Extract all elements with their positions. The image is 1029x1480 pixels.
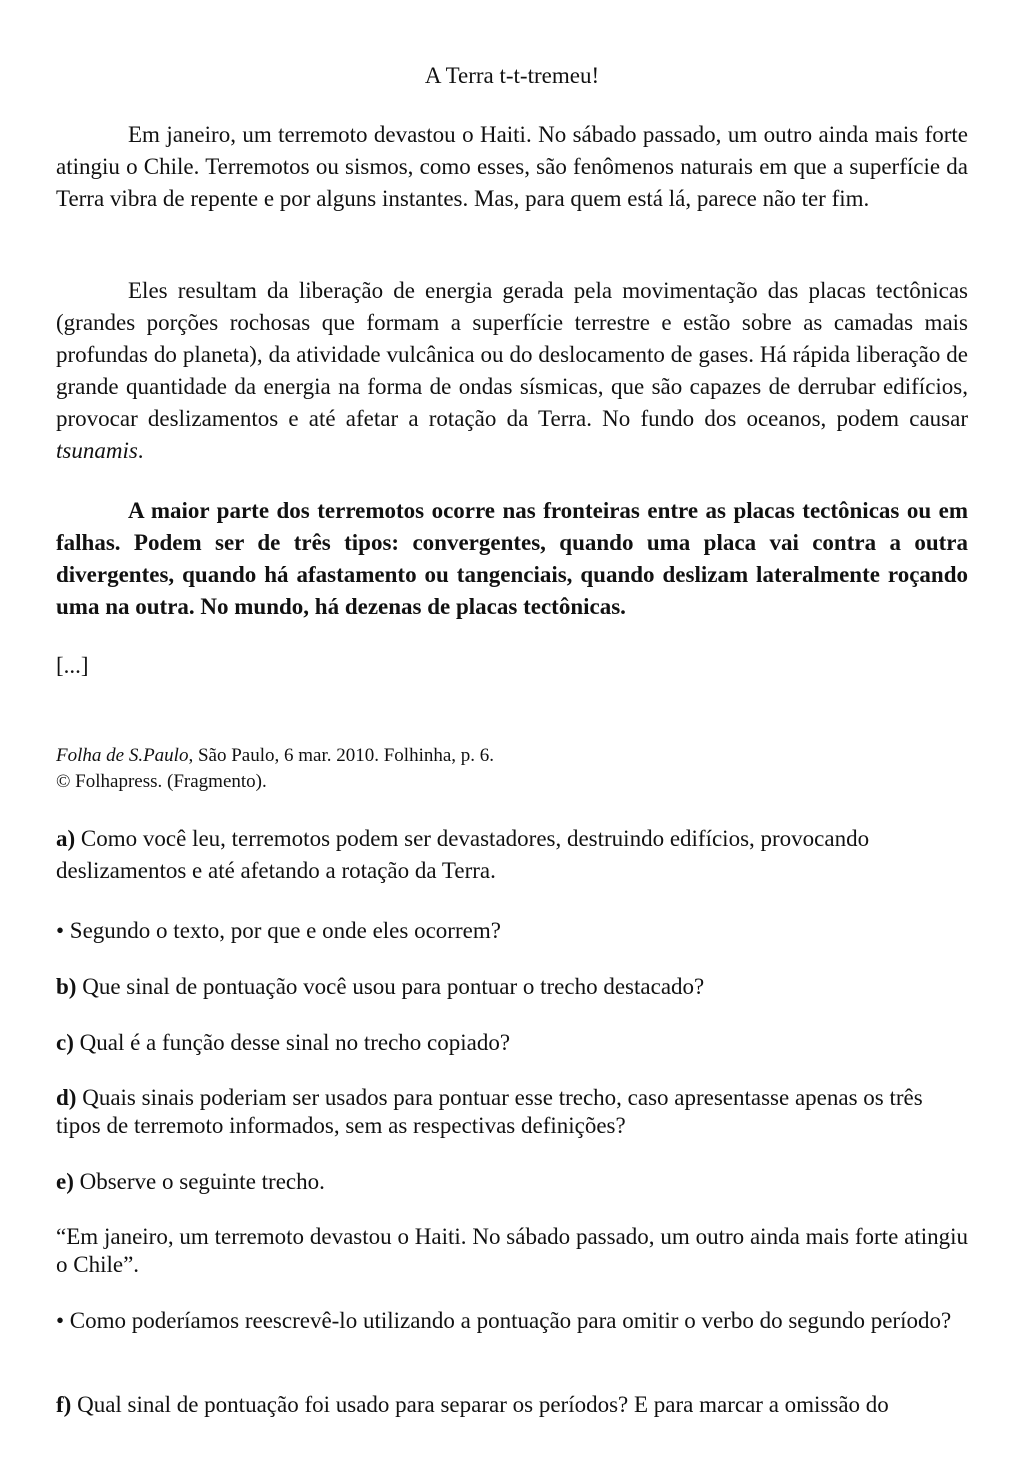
paragraph-2-end: . [137,438,144,463]
question-d [56,1084,968,1140]
question-e [56,1166,968,1198]
paragraph-2-italic-term: tsunamis [56,438,138,463]
question-e-text: Observe o seguinte trecho. [73,1169,325,1194]
question-f-text: Qual sinal de pontuação foi usado para separar os períodos? E para marcar a omissão do [71,1392,889,1417]
question-c [56,1027,968,1059]
source-line [56,743,968,769]
question-e-label: e) [56,1169,74,1194]
question-f-label: f) [56,1392,72,1417]
question-e-quote: “Em janeiro, um terremoto devastou o Haiti. No sábado passado, um outro ainda mais forte atingiu o Chile”. [56,1224,968,1277]
question-f [56,1389,968,1421]
question-a-text: Como você leu, terremotos podem ser devastadores, destruindo edifícios, provocando deslizamentos e até afetando a rotação da Terra. [56,826,870,883]
paragraph-1: Em janeiro, um terremoto devastou o Haiti. No sábado passado, um outro ainda mais forte atingiu o Chile. Terremotos ou sismos, como esses, são fenômenos naturais em que a superfície da Terra vibra de repente e por alguns instantes. Mas, para quem está lá, parece não ter fim. [56,122,968,211]
paragraph-2-text: Eles resultam da liberação de energia gerada pela movimentação das placas tectônicas (grandes porções rochosas que formam a superfície terrestre e estão sobre as camadas mais profundas do planeta), da atividade vulcânica ou do deslocamento de gases. Há rápida liberação de grande quantidade da energia na forma de ondas sísmicas, que são capazes de derrubar edifícios, provocar deslizamentos e até afetar a rotação da Terra. No fundo dos oceanos, podem causar [56,278,968,431]
question-a-bullet: • Segundo o texto, por que e onde eles ocorrem? [56,918,501,943]
source-details: , São Paulo, 6 mar. 2010. Folhinha, p. 6. [188,745,495,766]
source-citation [56,743,968,795]
question-e-bullet: • Como poderíamos reescrevê-lo utilizando a pontuação para omitir o verbo do segundo período? [56,1308,952,1333]
question-a-label: a) [56,826,76,851]
omission-mark: [...] [56,653,89,678]
question-d-text: Quais sinais poderiam ser usados para pontuar esse trecho, caso apresentasse apenas os três tipos de terremoto informados, sem as respectivas definições? [56,1085,923,1138]
question-b [56,971,968,1003]
question-c-text: Qual é a função desse sinal no trecho copiado? [73,1030,511,1055]
paragraph-3-highlighted: A maior parte dos terremotos ocorre nas fronteiras entre as placas tectônicas ou em falhas. Podem ser de três tipos: convergentes, quando uma placa vai contra a outra divergentes, quando há afastamento ou tangenciais, quando deslizam lateralmente roçando uma na outra. No mundo, há dezenas de placas tectônicas. [56,498,968,619]
question-a [56,823,968,887]
question-c-label: c) [56,1030,74,1055]
paragraph-2 [56,275,968,467]
page-title: A Terra t-t-tremeu! [424,63,600,88]
source-copyright: © Folhapress. (Fragmento). [56,771,267,792]
source-publication: Folha de S.Paulo [56,745,189,766]
question-b-text: Que sinal de pontuação você usou para pontuar o trecho destacado? [76,974,705,999]
question-b-label: b) [56,974,77,999]
question-d-label: d) [56,1085,77,1110]
